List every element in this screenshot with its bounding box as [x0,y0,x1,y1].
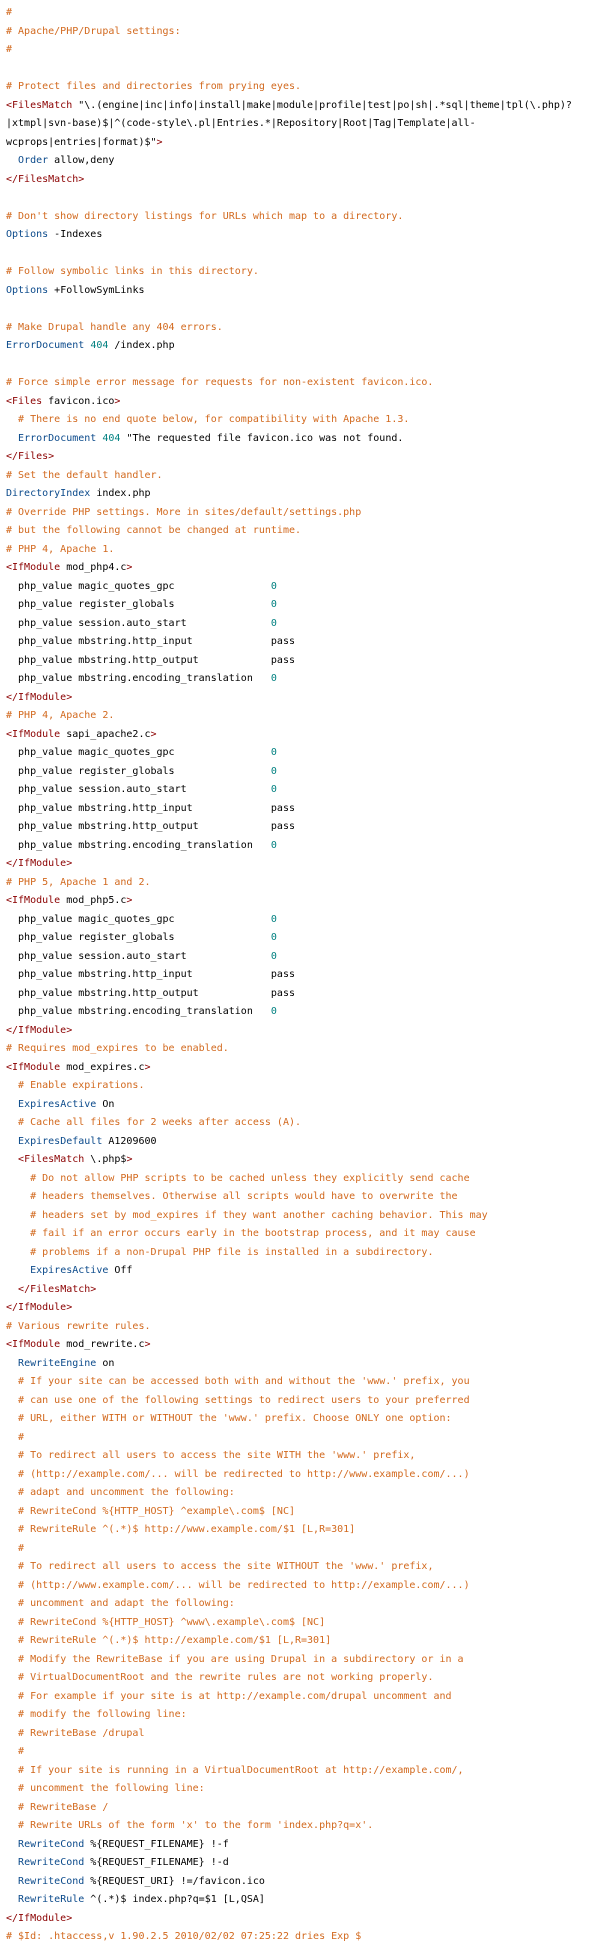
comment-token: # adapt and uncomment the following: [18,1487,235,1498]
code-line [6,1373,600,1392]
code-line [6,1817,600,1836]
text-token [6,433,18,444]
text-token [6,1765,18,1776]
code-line [6,356,600,375]
code-line [6,1059,600,1078]
text-token: php_value mbstring.encoding_translation [6,839,271,851]
code-line [6,1466,600,1485]
number-token: 0 [270,765,277,777]
text-token: %{REQUEST_FILENAME} !-f [84,1838,229,1850]
comment-token: # can use one of the following settings to redirect users to your preferred [18,1394,470,1406]
text-token [6,1894,18,1905]
code-line [6,763,600,782]
code-line [6,1651,600,1670]
tag-token: > [144,1061,151,1073]
code-line [6,1225,600,1244]
text-token: php_value magic_quotes_gpc [6,747,271,758]
text-token [6,1469,18,1480]
directive-keyword: ExpiresActive [18,1098,97,1110]
comment-token: # (http://example.com/... will be redirected to http://www.example.com/...) [18,1468,470,1480]
text-token: php_value mbstring.http_output pass [6,654,295,666]
code-line [6,448,600,467]
code-line [6,189,600,208]
text-token [6,1376,18,1387]
code-line [6,1799,600,1818]
text-token [6,1728,18,1739]
text-token: On [96,1098,115,1110]
code-line [6,1262,600,1281]
tag-token: </FilesMatch> [18,1283,97,1295]
text-token: /index.php [108,340,175,351]
code-line [6,818,600,837]
comment-token: # headers themselves. Otherwise all scripts would have to overwrite the [30,1191,458,1202]
code-line [6,78,600,97]
code-line [6,1725,600,1744]
text-token: ^(.*)$ index.php?q=$1 [L,QSA] [84,1894,265,1905]
text-token: php_value mbstring.http_input pass [6,636,295,647]
code-line [6,282,600,301]
text-token: +FollowSymLinks [48,284,145,296]
text-token [6,1876,18,1887]
code-line [6,1891,600,1910]
text-token [6,1099,18,1110]
directive-keyword: ExpiresActive [30,1265,109,1276]
comment-token: # URL, either WITH or WITHOUT the 'www.' prefix. Choose ONLY one option: [18,1413,452,1424]
text-token: |xtmpl|svn-base)$|^(code-style\.pl|Entries.*|Repository|Root|Tag|Template|all- [6,118,476,129]
tag-token: > [156,136,163,148]
comment-token: # [18,1542,25,1554]
text-token: php_value mbstring.http_output pass [6,987,295,999]
code-line [6,23,600,42]
text-token: php_value mbstring.http_output pass [6,821,295,832]
tag-token: > [114,395,121,407]
number-token: 0 [270,580,277,592]
text-token [6,1802,18,1813]
code-line [6,726,600,745]
code-line [6,1706,600,1725]
text-token: allow,deny [48,155,115,166]
code-line [6,245,600,264]
text-token [6,1709,18,1720]
code-line [6,467,600,486]
text-token [6,1691,18,1702]
text-token: php_value register_globals [6,932,271,943]
comment-token: # RewriteCond %{HTTP_HOST} ^www\.example\.com$ [NC] [18,1616,326,1628]
code-line [6,1022,600,1041]
text-token [6,1173,30,1184]
text-token [6,155,18,166]
tag-token: <IfModule [6,562,61,573]
text-token [6,1857,18,1868]
comment-token: # To redirect all users to access the site WITHOUT the 'www.' prefix, [18,1561,434,1572]
text-token: mod_rewrite.c [60,1339,145,1350]
directive-keyword: RewriteCond [18,1857,85,1868]
code-line [6,800,600,819]
code-line [6,208,600,227]
tag-token: </IfModule> [6,1912,73,1924]
tag-token: <IfModule [6,895,61,906]
text-token: wcprops|entries|format)$" [6,136,157,148]
code-line [6,1299,600,1318]
comment-token: # modify the following line: [18,1709,187,1720]
text-token: php_value session.auto_start [6,784,271,795]
code-line [6,1077,600,1096]
code-line [6,1003,600,1022]
code-line [6,1854,600,1873]
code-line [6,966,600,985]
code-line [6,1447,600,1466]
comment-token: # uncomment the following line: [18,1783,205,1794]
code-line [6,1207,600,1226]
comment-token: # Rewrite URLs of the form 'x' to the form 'index.php?q=x'. [18,1820,374,1831]
code-line [6,670,600,689]
code-line [6,115,600,134]
text-token [6,1839,18,1850]
code-line [6,485,600,504]
text-token [6,1117,18,1128]
code-line [6,689,600,708]
code-line [6,1688,600,1707]
text-token: \.php$ [84,1154,127,1165]
comment-token: # PHP 4, Apache 1. [6,543,115,555]
directive-keyword: RewriteEngine [18,1357,97,1369]
text-token [6,1580,18,1591]
code-line [6,393,600,412]
directive-keyword: DirectoryIndex [6,488,91,499]
comment-token: # VirtualDocumentRoot and the rewrite rules are not working properly. [18,1672,434,1683]
code-line [6,430,600,449]
directive-keyword: ErrorDocument [18,432,97,444]
directive-keyword: RewriteCond [18,1838,85,1850]
code-line [6,1188,600,1207]
code-line [6,522,600,541]
directive-keyword: RewriteRule [18,1894,85,1905]
text-token: php_value register_globals [6,599,271,610]
number-token: 0 [270,747,277,758]
number-token: 0 [270,950,277,962]
text-token [6,1432,18,1443]
code-line [6,1836,600,1855]
text-token: php_value register_globals [6,765,271,777]
text-token: %{REQUEST_FILENAME} !-d [84,1857,229,1868]
text-token: on [96,1357,115,1369]
code-line [6,1762,600,1781]
text-token [6,1247,30,1258]
code-line [6,874,600,893]
text-token [6,1265,30,1276]
directive-keyword: ErrorDocument [6,340,85,351]
comment-token: # [6,44,13,55]
comment-token: # RewriteRule ^(.*)$ http://example.com/$1 [L,R=301] [18,1635,332,1646]
text-token: php_value magic_quotes_gpc [6,913,271,925]
code-line [6,1873,600,1892]
text-token [6,414,18,425]
code-line [6,781,600,800]
directive-keyword: RewriteCond [18,1875,85,1887]
comment-token: # Make Drupal handle any 404 errors. [6,321,223,333]
code-line [6,1355,600,1374]
text-token [6,1284,18,1295]
tag-token: > [126,1154,133,1165]
code-line [6,1336,600,1355]
code-line [6,615,600,634]
comment-token: # Requires mod_expires to be enabled. [6,1043,229,1054]
code-line [6,744,600,763]
code-line [6,411,600,430]
comment-token: # RewriteRule ^(.*)$ http://www.example.com/$1 [L,R=301] [18,1524,356,1535]
number-token: 404 [90,340,109,351]
code-line [6,1484,600,1503]
text-token [6,1598,18,1609]
tag-token: <Files [6,395,43,407]
tag-token: </IfModule> [6,1302,73,1313]
code-line [6,1614,600,1633]
text-token: favicon.ico [42,395,115,407]
code-line [6,1743,600,1762]
code-line [6,1540,600,1559]
code-line [6,1040,600,1059]
code-line [6,1170,600,1189]
code-line [6,948,600,967]
text-token [6,1635,18,1646]
tag-token: </IfModule> [6,1024,73,1036]
code-line [6,374,600,393]
comment-token: # RewriteBase /drupal [18,1727,145,1739]
text-token [6,1413,18,1424]
text-token: php_value mbstring.encoding_translation [6,673,271,684]
comment-token: # Override PHP settings. More in sites/default/settings.php [6,506,362,518]
text-token: "The requested file favicon.ico was not found. [120,432,404,444]
comment-token: # If your site can be accessed both with and without the 'www.' prefix, you [18,1376,470,1387]
text-token [6,1672,18,1683]
code-line [6,1133,600,1152]
text-token: php_value mbstring.http_input pass [6,969,295,980]
number-token: 404 [102,432,121,444]
code-line [6,1318,600,1337]
comment-token: # RewriteCond %{HTTP_HOST} ^example\.com$ [NC] [18,1505,295,1517]
code-line [6,911,600,930]
number-token: 0 [270,617,277,629]
text-token [6,1210,30,1221]
code-line [6,652,600,671]
text-token [6,1395,18,1406]
tag-token: <IfModule [6,728,61,740]
code-line [6,1595,600,1614]
text-token [6,1543,18,1554]
code-line [6,300,600,319]
tag-token: <FilesMatch [18,1154,85,1165]
tag-token: </IfModule> [6,858,73,869]
comment-token: # To redirect all users to access the site WITH the 'www.' prefix, [18,1450,416,1461]
directive-keyword: Order [18,155,49,166]
code-line [6,134,600,153]
number-token: 0 [270,673,277,684]
comment-token: # Cache all files for 2 weeks after access (A). [18,1117,302,1128]
directive-keyword: Options [6,229,49,240]
comment-token: # problems if a non-Drupal PHP file is installed in a subdirectory. [30,1246,434,1258]
comment-token: # Follow symbolic links in this directory. [6,266,259,277]
text-token [6,1561,18,1572]
code-line [6,1632,600,1651]
code-line [6,1281,600,1300]
code-line [6,1096,600,1115]
directive-keyword: ExpiresDefault [18,1135,103,1147]
text-token: php_value session.auto_start [6,950,271,962]
text-token: "\.(engine|inc|info|install|make|module|profile|test|po|sh|.*sql|theme|tpl(\.php)? [72,99,572,111]
comment-token: # RewriteBase / [18,1801,109,1813]
tag-token: </Files> [6,451,55,462]
text-token: php_value session.auto_start [6,617,271,629]
comment-token: # Protect files and directories from prying eyes. [6,81,302,92]
code-line [6,1558,600,1577]
comment-token: # but the following cannot be changed at runtime. [6,525,302,536]
text-token: sapi_apache2.c [60,728,151,740]
tag-token: > [126,895,133,906]
comment-token: # For example if your site is at http://example.com/drupal uncomment and [18,1690,452,1702]
text-token [6,1154,18,1165]
code-line [6,1503,600,1522]
text-token: index.php [90,488,151,499]
code-line [6,985,600,1004]
comment-token: # Modify the RewriteBase if you are using Drupal in a subdirectory or in a [18,1653,464,1665]
code-line [6,504,600,523]
code-line [6,707,600,726]
comment-token: # Don't show directory listings for URLs which map to a directory. [6,210,404,222]
code-line [6,633,600,652]
code-line [6,337,600,356]
text-token: Off [108,1265,133,1276]
code-line [6,41,600,60]
number-token: 0 [270,1006,277,1017]
text-token [6,1450,18,1461]
comment-token: # PHP 4, Apache 2. [6,710,115,721]
comment-token: # Set the default handler. [6,469,163,481]
text-token [6,1746,18,1757]
code-line [6,171,600,190]
tag-token: </FilesMatch> [6,173,85,185]
comment-token: # Force simple error message for requests for non-existent favicon.ico. [6,377,434,388]
code-line [6,1244,600,1263]
cvs-id-footer: # $Id: .htaccess,v 1.90.2.5 2010/02/02 07:25:22 dries Exp $ [6,1931,362,1942]
number-token: 0 [270,932,277,943]
comment-token: # Do not allow PHP scripts to be cached unless they explicitly send cache [30,1172,470,1184]
text-token [6,1191,30,1202]
code-line [6,97,600,116]
text-token [6,1487,18,1498]
tag-token: > [144,1339,151,1350]
comment-token: # Apache/PHP/Drupal settings: [6,25,181,37]
text-token: -Indexes [48,229,103,240]
code-line [6,596,600,615]
text-token: php_value mbstring.encoding_translation [6,1006,271,1017]
code-line [6,1577,600,1596]
code-line [6,929,600,948]
code-line [6,837,600,856]
text-token: mod_php4.c [60,562,127,573]
text-token [6,1820,18,1831]
tag-token: > [150,728,157,740]
number-token: 0 [270,784,277,795]
code-line [6,1410,600,1429]
text-token: php_value mbstring.http_input pass [6,802,295,814]
number-token: 0 [270,913,277,925]
text-token: mod_expires.c [60,1061,145,1073]
comment-token: # Various rewrite rules. [6,1320,151,1332]
directive-keyword: Options [6,284,49,296]
code-line [6,152,600,171]
comment-token: # uncomment and adapt the following: [18,1598,235,1609]
comment-token: # There is no end quote below, for compatibility with Apache 1.3. [18,414,410,425]
text-token [6,1080,18,1091]
code-line [6,541,600,560]
code-line [6,892,600,911]
text-token [6,1358,18,1369]
text-token: %{REQUEST_URI} !=/favicon.ico [84,1875,265,1887]
tag-token: > [126,562,133,573]
code-line [6,1429,600,1448]
comment-token: # Enable expirations. [18,1080,145,1091]
code-line [6,1780,600,1799]
text-token [6,1524,18,1535]
text-token [6,1617,18,1628]
code-line [6,855,600,874]
text-token [6,1654,18,1665]
text-token: mod_php5.c [60,895,127,906]
code-line [6,4,600,23]
comment-token: # [18,1431,25,1443]
code-line [6,319,600,338]
tag-token: <IfModule [6,1061,61,1073]
number-token: 0 [270,599,277,610]
comment-token: # (http://www.example.com/... will be redirected to http://example.com/...) [18,1579,470,1591]
code-line [6,1910,600,1929]
text-token [6,1136,18,1147]
tag-token: </IfModule> [6,691,73,703]
code-line [6,1521,600,1540]
text-token: php_value magic_quotes_gpc [6,580,271,592]
comment-token: # If your site is running in a VirtualDocumentRoot at http://example.com/, [18,1764,464,1776]
comment-token: # PHP 5, Apache 1 and 2. [6,876,151,888]
tag-token: <FilesMatch [6,99,73,111]
code-line [6,1392,600,1411]
text-token: A1209600 [102,1135,157,1147]
text-token [6,1228,30,1239]
code-line [6,1669,600,1688]
comment-token: # headers set by mod_expires if they want another caching behavior. This may [30,1209,488,1221]
tag-token: <IfModule [6,1339,61,1350]
text-token [6,1783,18,1794]
code-line [6,1114,600,1133]
code-line [6,226,600,245]
code-line [6,559,600,578]
code-line [6,60,600,79]
code-line [6,1151,600,1170]
text-token [6,1506,18,1517]
code-line [6,578,600,597]
comment-token: # [6,7,13,18]
code-line [6,263,600,282]
comment-token: # [18,1746,25,1757]
number-token: 0 [270,839,277,851]
comment-token: # fail if an error occurs early in the bootstrap process, and it may cause [30,1228,476,1239]
